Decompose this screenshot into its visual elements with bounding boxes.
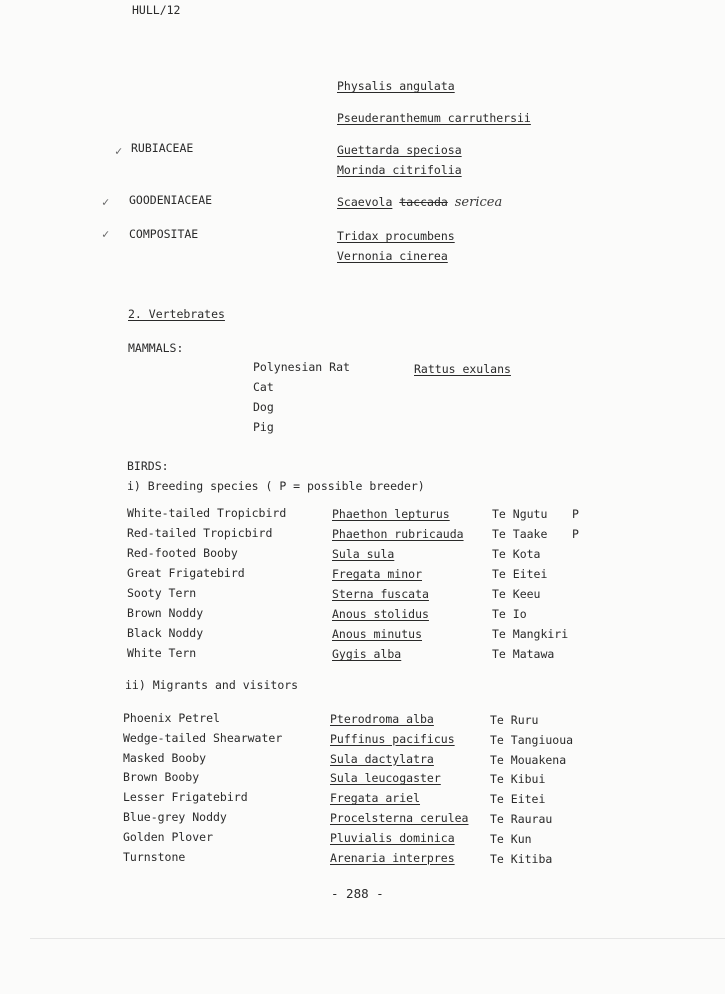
bird-local-name: Te Eitei xyxy=(492,567,548,581)
bird-scientific-name: Phaethon lepturus xyxy=(332,507,450,521)
mammal-common-name: Cat xyxy=(253,380,274,394)
bird-local-name: Te Kitiba xyxy=(490,851,553,866)
bird-local-name: Te Mangkiri xyxy=(492,627,569,641)
bird-common-name: Golden Plover xyxy=(123,829,214,844)
plant-species: Vernonia cinerea xyxy=(337,249,448,263)
plant-species: Pseuderanthemum carruthersii xyxy=(337,111,531,125)
mammal-common-name: Dog xyxy=(253,400,274,414)
bird-common-name: Black Noddy xyxy=(127,626,204,640)
bird-scientific-name: Sterna fuscata xyxy=(332,587,429,601)
mammals-heading: MAMMALS: xyxy=(128,341,184,355)
plant-species: Morinda citrifolia xyxy=(337,163,462,177)
bird-scientific-name: Procelsterna cerulea xyxy=(330,811,469,825)
bird-local-name: Te Mouakena xyxy=(490,752,567,767)
plant-family: GOODENIACEAE xyxy=(129,193,213,207)
handwritten-epithet: sericea xyxy=(454,195,503,210)
bird-common-name: Sooty Tern xyxy=(127,586,197,600)
page-edge-divider xyxy=(30,938,725,939)
plant-species-edited xyxy=(337,195,502,210)
genus: Scaevola xyxy=(337,195,393,209)
bird-local-name: Te Ngutu xyxy=(492,507,548,521)
bird-scientific-name: Anous minutus xyxy=(332,627,423,641)
bird-scientific-name: Sula leucogaster xyxy=(330,771,441,786)
bird-local-name: Te Ruru xyxy=(490,713,539,727)
bird-scientific-name: Puffinus pacificus xyxy=(330,731,455,746)
bird-common-name: Wedge-tailed Shearwater xyxy=(123,730,283,745)
bird-scientific-name: Sula dactylatra xyxy=(330,751,434,766)
bird-scientific-name: Fregata ariel xyxy=(330,791,421,806)
plant-species: Guettarda speciosa xyxy=(337,143,462,157)
plant-family: COMPOSITAE xyxy=(129,227,199,241)
migrants-heading: ii) Migrants and visitors xyxy=(125,678,299,692)
bird-scientific-name: Gygis alba xyxy=(332,647,402,661)
bird-common-name: Turnstone xyxy=(123,849,186,864)
birds-heading: BIRDS: xyxy=(127,459,169,473)
bird-local-name: Te Kota xyxy=(492,547,541,561)
plant-species: Physalis angulata xyxy=(337,79,455,93)
bird-common-name: Phoenix Petrel xyxy=(123,711,220,725)
bird-local-name: Te Eitei xyxy=(490,792,546,807)
bird-scientific-name: Fregata minor xyxy=(332,567,423,581)
bird-scientific-name: Pluvialis dominica xyxy=(330,830,455,845)
check-mark-icon: ✓ xyxy=(115,144,123,158)
bird-common-name: Masked Booby xyxy=(123,750,207,765)
bird-common-name: Red-footed Booby xyxy=(127,546,238,560)
plant-family: RUBIACEAE xyxy=(131,141,194,155)
check-mark-icon: ✓ xyxy=(102,195,110,209)
bird-common-name: Brown Booby xyxy=(123,770,200,785)
mammal-common-name: Pig xyxy=(253,420,274,434)
bird-local-name: Te Kibui xyxy=(490,772,546,787)
possible-breeder-flag: P xyxy=(572,527,579,541)
bird-common-name: Lesser Frigatebird xyxy=(123,790,248,805)
breeding-heading: i) Breeding species ( P = possible breeder) xyxy=(127,479,425,493)
page-number: - 288 - xyxy=(331,886,384,901)
mammal-common-name: Polynesian Rat xyxy=(253,360,350,374)
plant-species: Tridax procumbens xyxy=(337,229,455,243)
bird-scientific-name: Anous stolidus xyxy=(332,607,429,621)
bird-common-name: Red-tailed Tropicbird xyxy=(127,526,273,540)
bird-local-name: Te Tangiuoua xyxy=(490,732,574,747)
section-title: 2. Vertebrates xyxy=(128,307,225,321)
bird-scientific-name: Arenaria interpres xyxy=(330,850,455,865)
mammal-scientific-name: Rattus exulans xyxy=(414,362,511,376)
bird-local-name: Te Keeu xyxy=(492,587,541,601)
bird-scientific-name: Phaethon rubricauda xyxy=(332,527,464,541)
bird-common-name: Brown Noddy xyxy=(127,606,204,620)
struck-epithet: taccada xyxy=(399,195,448,209)
bird-local-name: Te Kun xyxy=(490,831,532,846)
check-mark-icon: ✓ xyxy=(102,227,110,241)
bird-local-name: Te Io xyxy=(492,607,527,621)
bird-common-name: White Tern xyxy=(127,646,197,660)
bird-scientific-name: Sula sula xyxy=(332,547,395,561)
document-reference: HULL/12 xyxy=(132,3,181,17)
possible-breeder-flag: P xyxy=(572,507,579,521)
bird-local-name: Te Matawa xyxy=(492,647,555,661)
bird-common-name: Great Frigatebird xyxy=(127,566,245,580)
bird-common-name: White-tailed Tropicbird xyxy=(127,506,287,520)
bird-scientific-name: Pterodroma alba xyxy=(330,712,434,726)
bird-local-name: Te Taake xyxy=(492,527,548,541)
bird-local-name: Te Raurau xyxy=(490,812,553,826)
bird-common-name: Blue-grey Noddy xyxy=(123,810,227,824)
